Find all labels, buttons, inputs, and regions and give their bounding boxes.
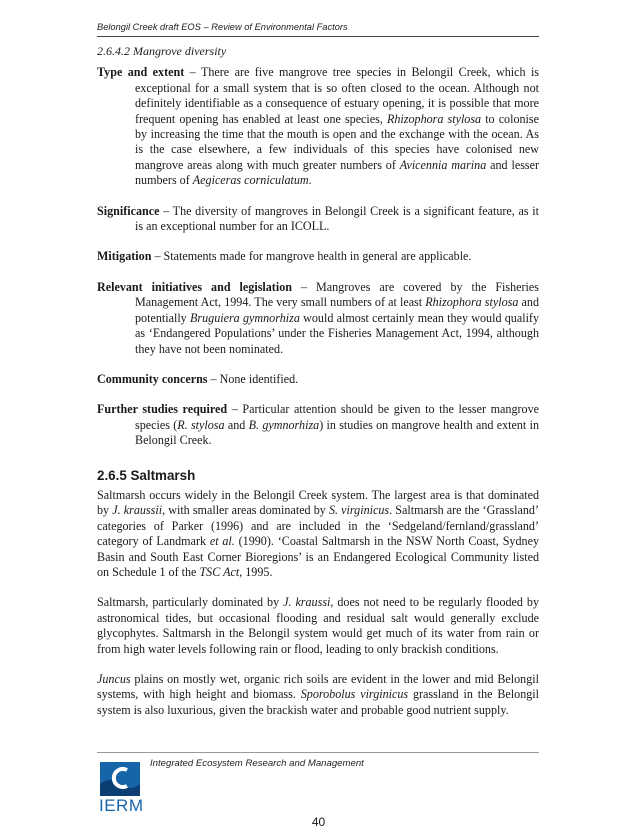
- text-run: , does not need to be regularly flooded by astronomical tides, but occasional flooding and residual salt would generally exclude glycophytes. Saltmarsh in the Belongil system would get much of its water from rain or from high water levels following rain or flood, leading to only brackish conditions.: [97, 595, 540, 656]
- initiatives-paragraph: [97, 280, 539, 357]
- italic-text: TSC Act: [199, 564, 240, 579]
- logo-wordmark: IERM: [99, 796, 144, 815]
- section-subheading: 2.6.4.2 Mangrove diversity: [97, 44, 227, 58]
- text-run: – There are five mangrove tree species in Belongil Creek, which is exceptional for a small system that is so often closed to the ocean. Although not definitely identifiable as a consequence of estuary opening, it is possible that more frequent opening has enabled at least one species,: [135, 65, 540, 126]
- community-paragraph: [97, 372, 539, 387]
- significance-label: Significance: [97, 203, 160, 218]
- species-name: B. gymnorhiza: [248, 417, 320, 432]
- species-name: Avicennia marina: [399, 157, 487, 172]
- species-name: Juncus: [97, 672, 131, 686]
- mitigation-paragraph: [97, 249, 539, 264]
- further-studies-paragraph: [97, 402, 539, 448]
- text-run: Saltmarsh occurs widely in the Belongil Creek system. The largest area is that dominated by: [97, 487, 539, 518]
- text-run: .: [308, 173, 312, 188]
- text-run: Saltmarsh, particularly dominated by: [97, 595, 284, 610]
- community-label: Community concerns: [97, 371, 208, 386]
- header-text: Belongil Creek draft EOS – Review of Environmental Factors: [97, 22, 348, 32]
- species-name: Rhizophora stylosa: [386, 111, 482, 126]
- species-name: Bruguiera gymnorhiza: [190, 310, 300, 325]
- text-run: . Saltmarsh are the ‘Grassland’ categories of Parker (1996) and are included in the ‘Sedgeland/fernland/grassland’ category of Landmark: [97, 503, 539, 549]
- species-name: J. kraussii: [112, 503, 163, 518]
- species-name: Rhizophora stylosa: [425, 295, 519, 310]
- text-run: – Particular attention should be given to the lesser mangrove species (: [135, 402, 539, 432]
- ierm-logo-icon: [100, 762, 140, 796]
- text-run: and: [224, 417, 249, 432]
- page-number: 40: [311, 815, 326, 829]
- text-run: grassland in the Belongil system is also luxurious, given the brackish water and probable good nutrient supply.: [97, 687, 540, 717]
- saltmarsh-paragraph-2: [97, 595, 539, 657]
- saltmarsh-heading: 2.6.5 Saltmarsh: [97, 467, 196, 483]
- saltmarsh-paragraph-3: [97, 672, 539, 718]
- text-run: – None identified.: [207, 371, 299, 386]
- italic-text: et al.: [209, 534, 235, 549]
- text-run: , 1995.: [239, 564, 273, 579]
- text-run: (1990). ‘Coastal Saltmarsh in the NSW North Coast, Sydney Basin and South East Corner Bioregions’ is an Endangered Ecological Community listed on Schedule 1 of the: [97, 534, 539, 579]
- species-name: S. virginicus: [328, 503, 390, 518]
- text-run: – Mangroves are covered by the Fisheries Management Act, 1994. The very small numbers of at least: [135, 279, 539, 310]
- species-name: R. stylosa: [177, 417, 225, 432]
- text-run: and lesser numbers of: [135, 157, 539, 188]
- text-run: ) in studies on mangrove health and extent in Belongil Creek.: [135, 417, 539, 448]
- text-run: would almost certainly mean they would qualify as ‘Endangered Populations’ under the Fisheries Management Act, 1994, although they have not been nominated.: [135, 310, 540, 356]
- type-extent-paragraph: [97, 65, 539, 188]
- text-run: plains on mostly wet, organic rich soils are evident in the lower and mid Belongil systems, with high height and biomass.: [97, 672, 539, 702]
- text-run: – Statements made for mangrove health in general are applicable.: [151, 249, 472, 264]
- footer-organization: Integrated Ecosystem Research and Management: [150, 758, 364, 769]
- text-run: to colonise by increasing the time that the mouth is open and the exchange with the ocean. As is the case elsewhere, a few individuals of this species have colonised new mangrove areas along with much greater numbers of: [135, 111, 539, 172]
- further-studies-label: Further studies required: [97, 402, 228, 417]
- species-name: Sporobolus virginicus: [300, 687, 409, 702]
- page-content: [97, 44, 539, 733]
- significance-paragraph: [97, 204, 539, 235]
- text-run: , with smaller areas dominated by: [162, 503, 329, 518]
- text-run: – The diversity of mangroves in Belongil Creek is a significant feature, as it is an exceptional number for an ICOLL.: [135, 203, 539, 234]
- text-run: and potentially: [135, 295, 539, 325]
- species-name: J. kraussi: [283, 595, 331, 610]
- saltmarsh-paragraph-1: [97, 488, 539, 580]
- footer-divider: [97, 752, 539, 753]
- initiatives-label: Relevant initiatives and legislation: [97, 279, 292, 294]
- type-extent-label: Type and extent: [97, 65, 185, 80]
- page-header: [97, 22, 539, 37]
- mitigation-label: Mitigation: [97, 249, 152, 264]
- species-name: Aegiceras corniculatum: [192, 173, 309, 188]
